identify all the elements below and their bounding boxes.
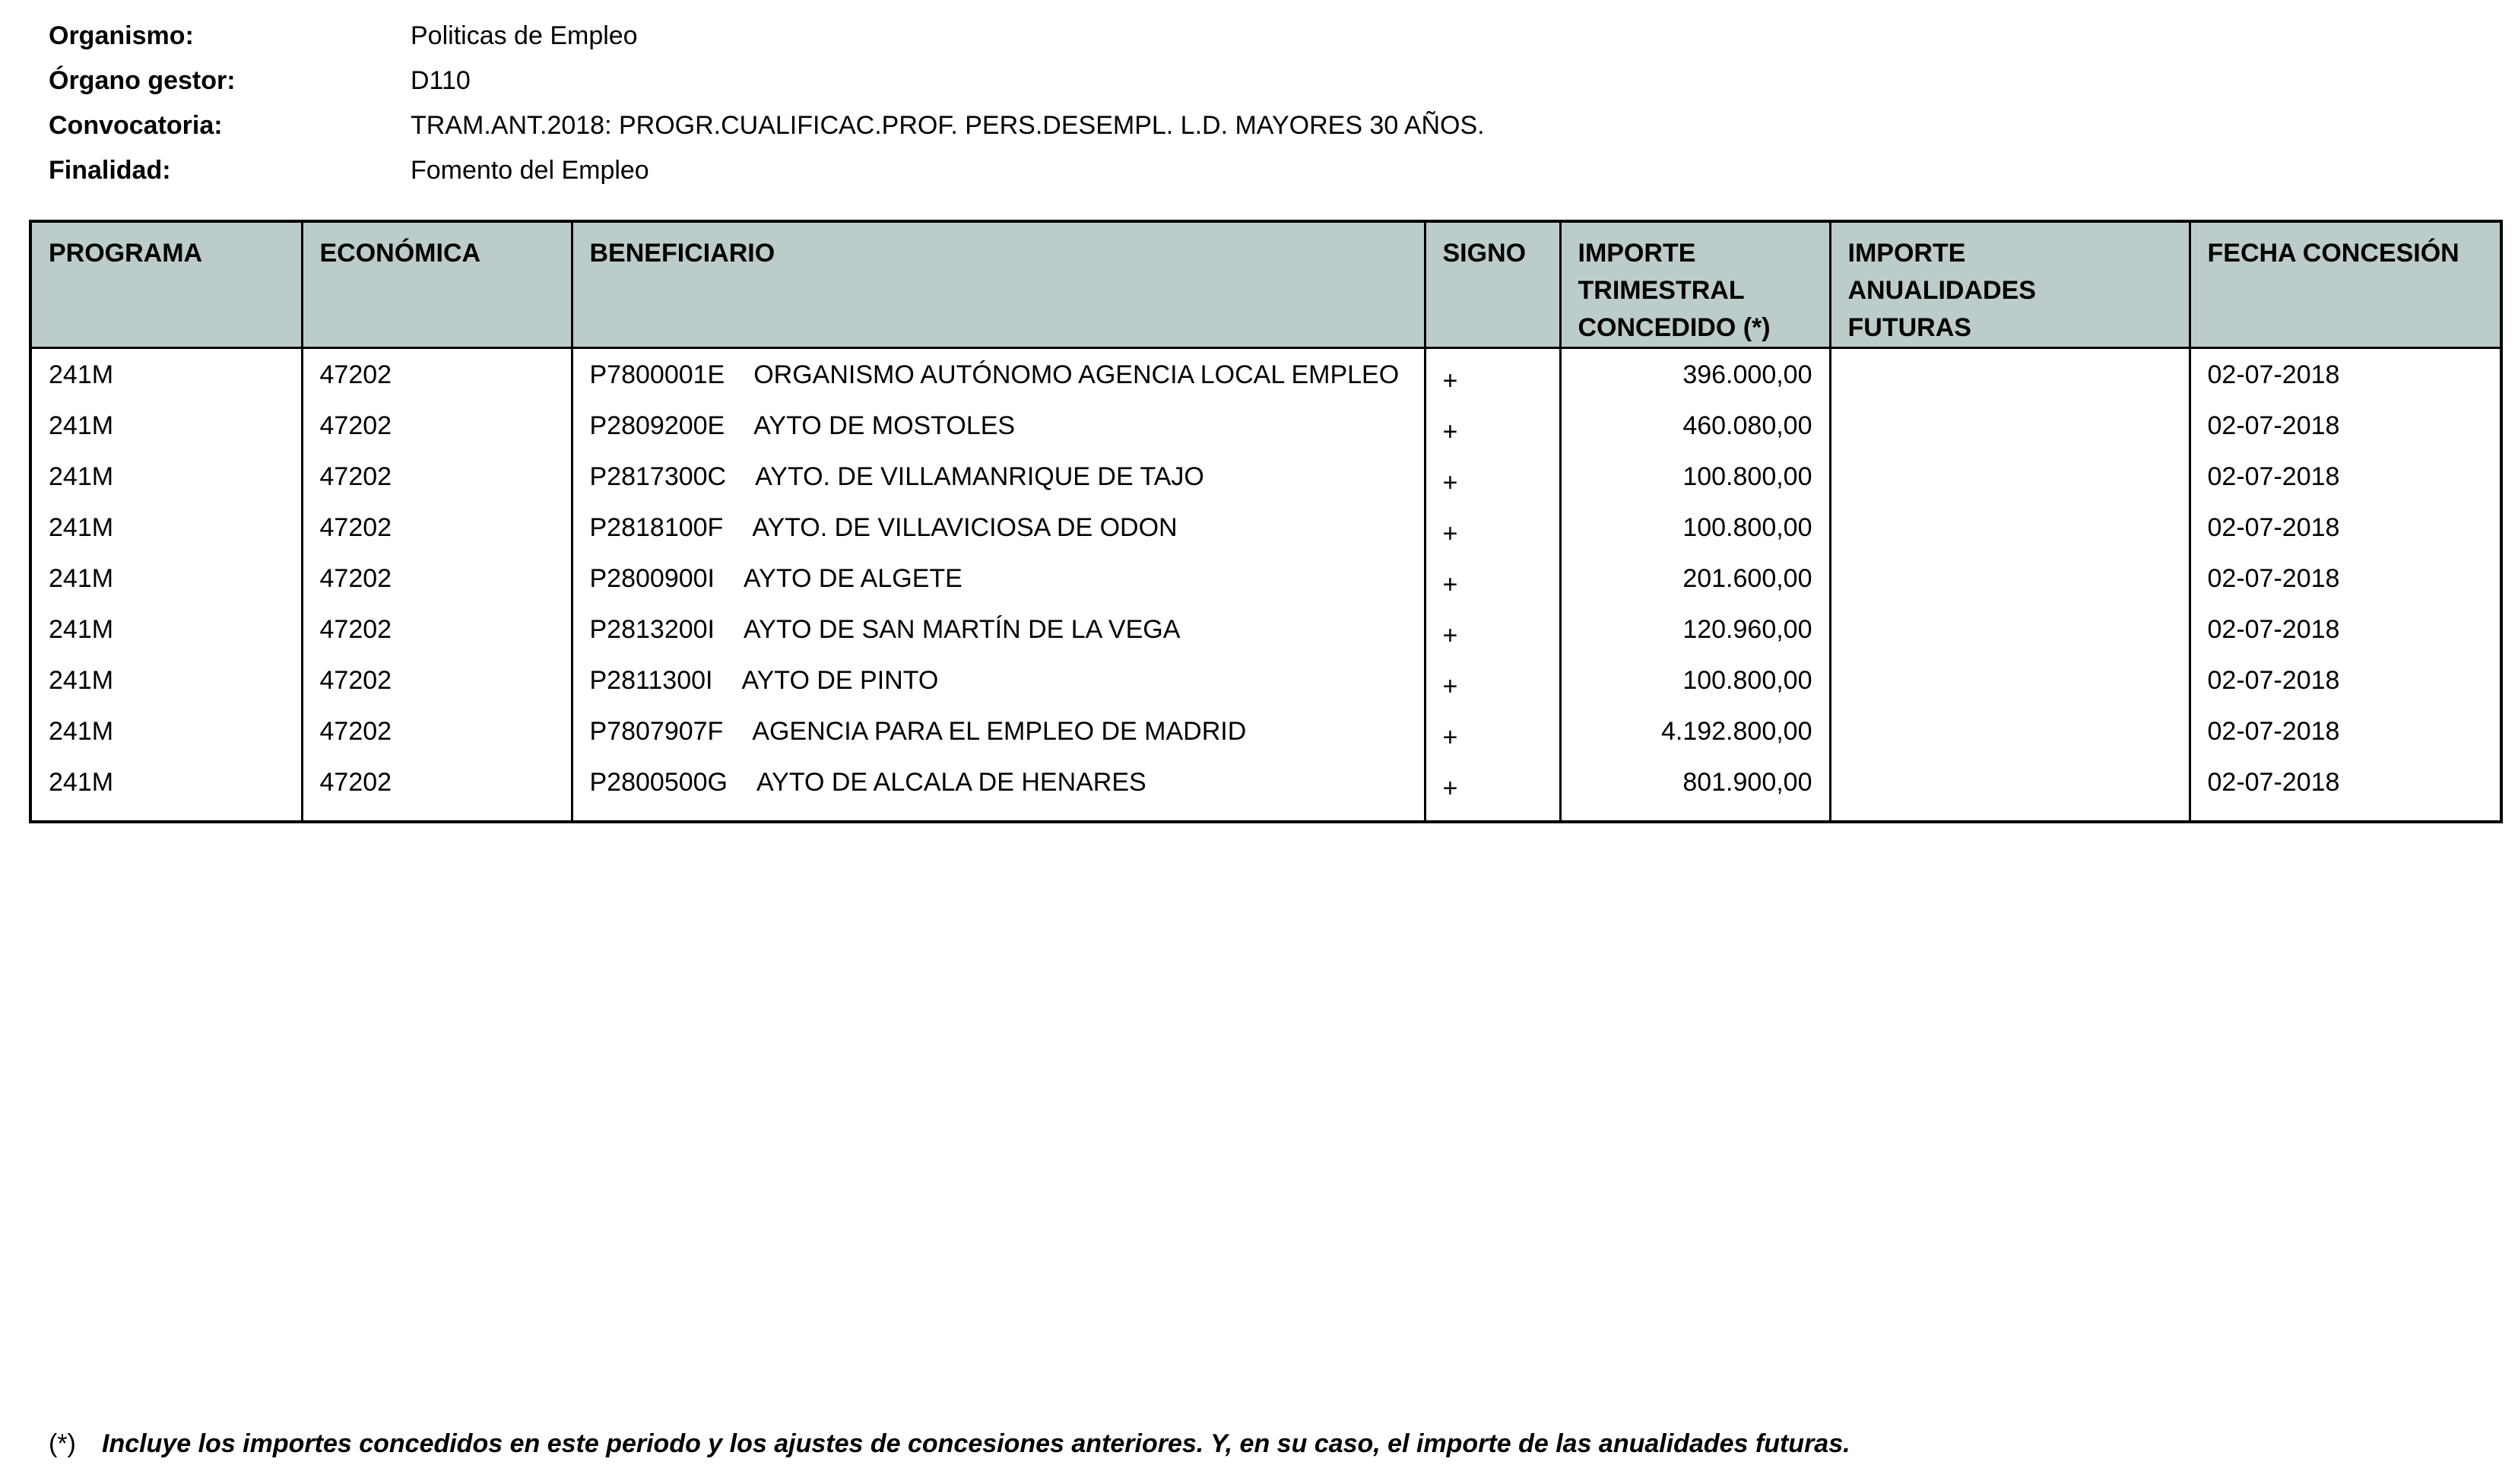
cell-anualidades-futuras xyxy=(1830,502,2190,553)
beneficiario-nombre: AYTO. DE VILLAVICIOSA DE ODON xyxy=(752,513,1178,542)
cell-anualidades-futuras xyxy=(1830,400,2190,451)
cell-signo: + xyxy=(1425,655,1560,706)
table-row xyxy=(32,604,2503,655)
cell-programa: 241M xyxy=(32,655,302,706)
cell-signo: + xyxy=(1425,756,1560,807)
organo-gestor-label: Órgano gestor: xyxy=(49,66,236,95)
finalidad-row xyxy=(49,148,1873,193)
filler-cell xyxy=(2190,807,2503,823)
beneficiario-codigo: P2811300I xyxy=(589,666,713,695)
cell-economica: 47202 xyxy=(302,655,572,706)
cell-fecha: 02-07-2018 xyxy=(2207,666,2340,695)
header-futuras-line2: ANUALIDADES xyxy=(1847,276,2036,305)
table-row xyxy=(32,655,2503,706)
cell-programa: 241M xyxy=(32,756,302,807)
beneficiario-nombre: AYTO DE PINTO xyxy=(741,666,939,695)
cell-signo: + xyxy=(1425,348,1560,401)
cell-anualidades-futuras xyxy=(1830,655,2190,706)
header-fecha-concesion: FECHA CONCESIÓN xyxy=(2190,223,2503,348)
beneficiario-codigo: P2817300C xyxy=(589,462,727,491)
header-futuras-line1: IMPORTE xyxy=(1847,239,1966,268)
filler-cell xyxy=(1560,807,1830,823)
cell-signo: + xyxy=(1425,400,1560,451)
cell-importe: 801.900,00 xyxy=(1560,756,1830,807)
filler-cell xyxy=(1830,807,2190,823)
cell-importe: 100.800,00 xyxy=(1560,502,1830,553)
footnote-text: Incluye los importes concedidos en este periodo y los ajustes de concesiones anteriores. Y, en su caso, el importe de las anualidades futuras. xyxy=(102,1429,1850,1458)
header-signo: SIGNO xyxy=(1425,223,1560,348)
cell-importe: 4.192.800,00 xyxy=(1560,706,1830,756)
cell-importe: 120.960,00 xyxy=(1560,604,1830,655)
cell-anualidades-futuras xyxy=(1830,451,2190,502)
beneficiario-nombre: AYTO DE ALGETE xyxy=(744,564,962,593)
beneficiario-codigo: P7807907F xyxy=(589,717,724,746)
organo-gestor-row xyxy=(49,59,1873,103)
beneficiario-nombre: AYTO DE ALCALA DE HENARES xyxy=(756,768,1146,797)
beneficiario-nombre: AYTO DE MOSTOLES xyxy=(753,411,1016,440)
footnote xyxy=(49,1429,1850,1459)
table-row xyxy=(32,348,2503,401)
cell-importe: 100.800,00 xyxy=(1560,451,1830,502)
convocatoria-value: TRAM.ANT.2018: PROGR.CUALIFICAC.PROF. PERS.DESEMPL. L.D. MAYORES 30 AÑOS. xyxy=(411,111,1485,140)
beneficiario-codigo: P2809200E xyxy=(589,411,725,440)
header-beneficiario: BENEFICIARIO xyxy=(572,223,1425,348)
document-header xyxy=(49,14,1873,193)
cell-importe: 396.000,00 xyxy=(1560,348,1830,401)
cell-beneficiario xyxy=(572,400,1425,451)
table-row xyxy=(32,553,2503,604)
organismo-value: Politicas de Empleo xyxy=(411,21,638,50)
cell-importe: 201.600,00 xyxy=(1560,553,1830,604)
finalidad-label: Finalidad: xyxy=(49,156,171,185)
cell-anualidades-futuras xyxy=(1830,553,2190,604)
header-importe-line1: IMPORTE xyxy=(1578,239,1696,268)
beneficiario-nombre: AYTO. DE VILLAMANRIQUE DE TAJO xyxy=(755,462,1204,491)
cell-programa: 241M xyxy=(32,400,302,451)
header-futuras-line3: FUTURAS xyxy=(1847,313,1971,342)
cell-economica: 47202 xyxy=(302,400,572,451)
table-filler-row xyxy=(32,807,2503,823)
table-header-row xyxy=(32,223,2503,348)
cell-economica: 47202 xyxy=(302,502,572,553)
table-row xyxy=(32,706,2503,756)
cell-signo: + xyxy=(1425,502,1560,553)
cell-beneficiario xyxy=(572,348,1425,401)
beneficiario-codigo: P2800500G xyxy=(589,768,728,797)
header-economica: ECONÓMICA xyxy=(302,223,572,348)
cell-beneficiario xyxy=(572,451,1425,502)
cell-programa: 241M xyxy=(32,604,302,655)
cell-signo: + xyxy=(1425,706,1560,756)
cell-signo: + xyxy=(1425,553,1560,604)
cell-fecha: 02-07-2018 xyxy=(2207,462,2340,491)
header-importe-trimestral xyxy=(1560,223,1830,348)
cell-beneficiario xyxy=(572,756,1425,807)
cell-economica: 47202 xyxy=(302,706,572,756)
cell-programa: 241M xyxy=(32,553,302,604)
cell-anualidades-futuras xyxy=(1830,604,2190,655)
cell-programa: 241M xyxy=(32,451,302,502)
cell-importe: 100.800,00 xyxy=(1560,655,1830,706)
cell-beneficiario xyxy=(572,706,1425,756)
beneficiario-nombre: AYTO DE SAN MARTÍN DE LA VEGA xyxy=(744,615,1181,644)
cell-economica: 47202 xyxy=(302,604,572,655)
cell-fecha: 02-07-2018 xyxy=(2207,360,2340,389)
cell-fecha: 02-07-2018 xyxy=(2207,411,2340,440)
organo-gestor-value: D110 xyxy=(411,66,471,95)
cell-fecha: 02-07-2018 xyxy=(2207,717,2340,746)
table-row xyxy=(32,502,2503,553)
table-row xyxy=(32,400,2503,451)
filler-cell xyxy=(1425,807,1560,823)
header-importe-line2: TRIMESTRAL xyxy=(1578,276,1745,305)
finalidad-value: Fomento del Empleo xyxy=(411,156,649,185)
cell-economica: 47202 xyxy=(302,756,572,807)
filler-cell xyxy=(32,807,302,823)
cell-anualidades-futuras xyxy=(1830,756,2190,807)
concessions-table xyxy=(29,220,2503,823)
header-anualidades-futuras xyxy=(1830,223,2190,348)
beneficiario-codigo: P2800900I xyxy=(589,564,715,593)
cell-importe: 460.080,00 xyxy=(1560,400,1830,451)
cell-economica: 47202 xyxy=(302,451,572,502)
cell-economica: 47202 xyxy=(302,553,572,604)
beneficiario-codigo: P2818100F xyxy=(589,513,724,542)
beneficiario-nombre: ORGANISMO AUTÓNOMO AGENCIA LOCAL EMPLEO xyxy=(753,360,1400,389)
cell-programa: 241M xyxy=(32,502,302,553)
header-programa: PROGRAMA xyxy=(32,223,302,348)
cell-signo: + xyxy=(1425,604,1560,655)
organismo-label: Organismo: xyxy=(49,21,194,50)
cell-signo: + xyxy=(1425,451,1560,502)
beneficiario-codigo: P2813200I xyxy=(589,615,715,644)
cell-economica: 47202 xyxy=(302,348,572,401)
cell-programa: 241M xyxy=(32,706,302,756)
cell-fecha: 02-07-2018 xyxy=(2207,513,2340,542)
filler-cell xyxy=(572,807,1425,823)
cell-beneficiario xyxy=(572,604,1425,655)
cell-beneficiario xyxy=(572,655,1425,706)
cell-beneficiario xyxy=(572,502,1425,553)
cell-fecha: 02-07-2018 xyxy=(2207,615,2340,644)
beneficiario-codigo: P7800001E xyxy=(589,360,725,389)
organismo-row xyxy=(49,14,1873,59)
cell-programa: 241M xyxy=(32,348,302,401)
convocatoria-label: Convocatoria: xyxy=(49,111,223,140)
cell-beneficiario xyxy=(572,553,1425,604)
cell-anualidades-futuras xyxy=(1830,348,2190,401)
footnote-mark: (*) xyxy=(49,1429,76,1458)
table-row xyxy=(32,756,2503,807)
beneficiario-nombre: AGENCIA PARA EL EMPLEO DE MADRID xyxy=(752,717,1247,746)
table-row xyxy=(32,451,2503,502)
convocatoria-row xyxy=(49,103,1873,148)
cell-fecha: 02-07-2018 xyxy=(2207,768,2340,797)
header-importe-line3: CONCEDIDO (*) xyxy=(1578,313,1771,342)
cell-fecha: 02-07-2018 xyxy=(2207,564,2340,593)
cell-anualidades-futuras xyxy=(1830,706,2190,756)
filler-cell xyxy=(302,807,572,823)
